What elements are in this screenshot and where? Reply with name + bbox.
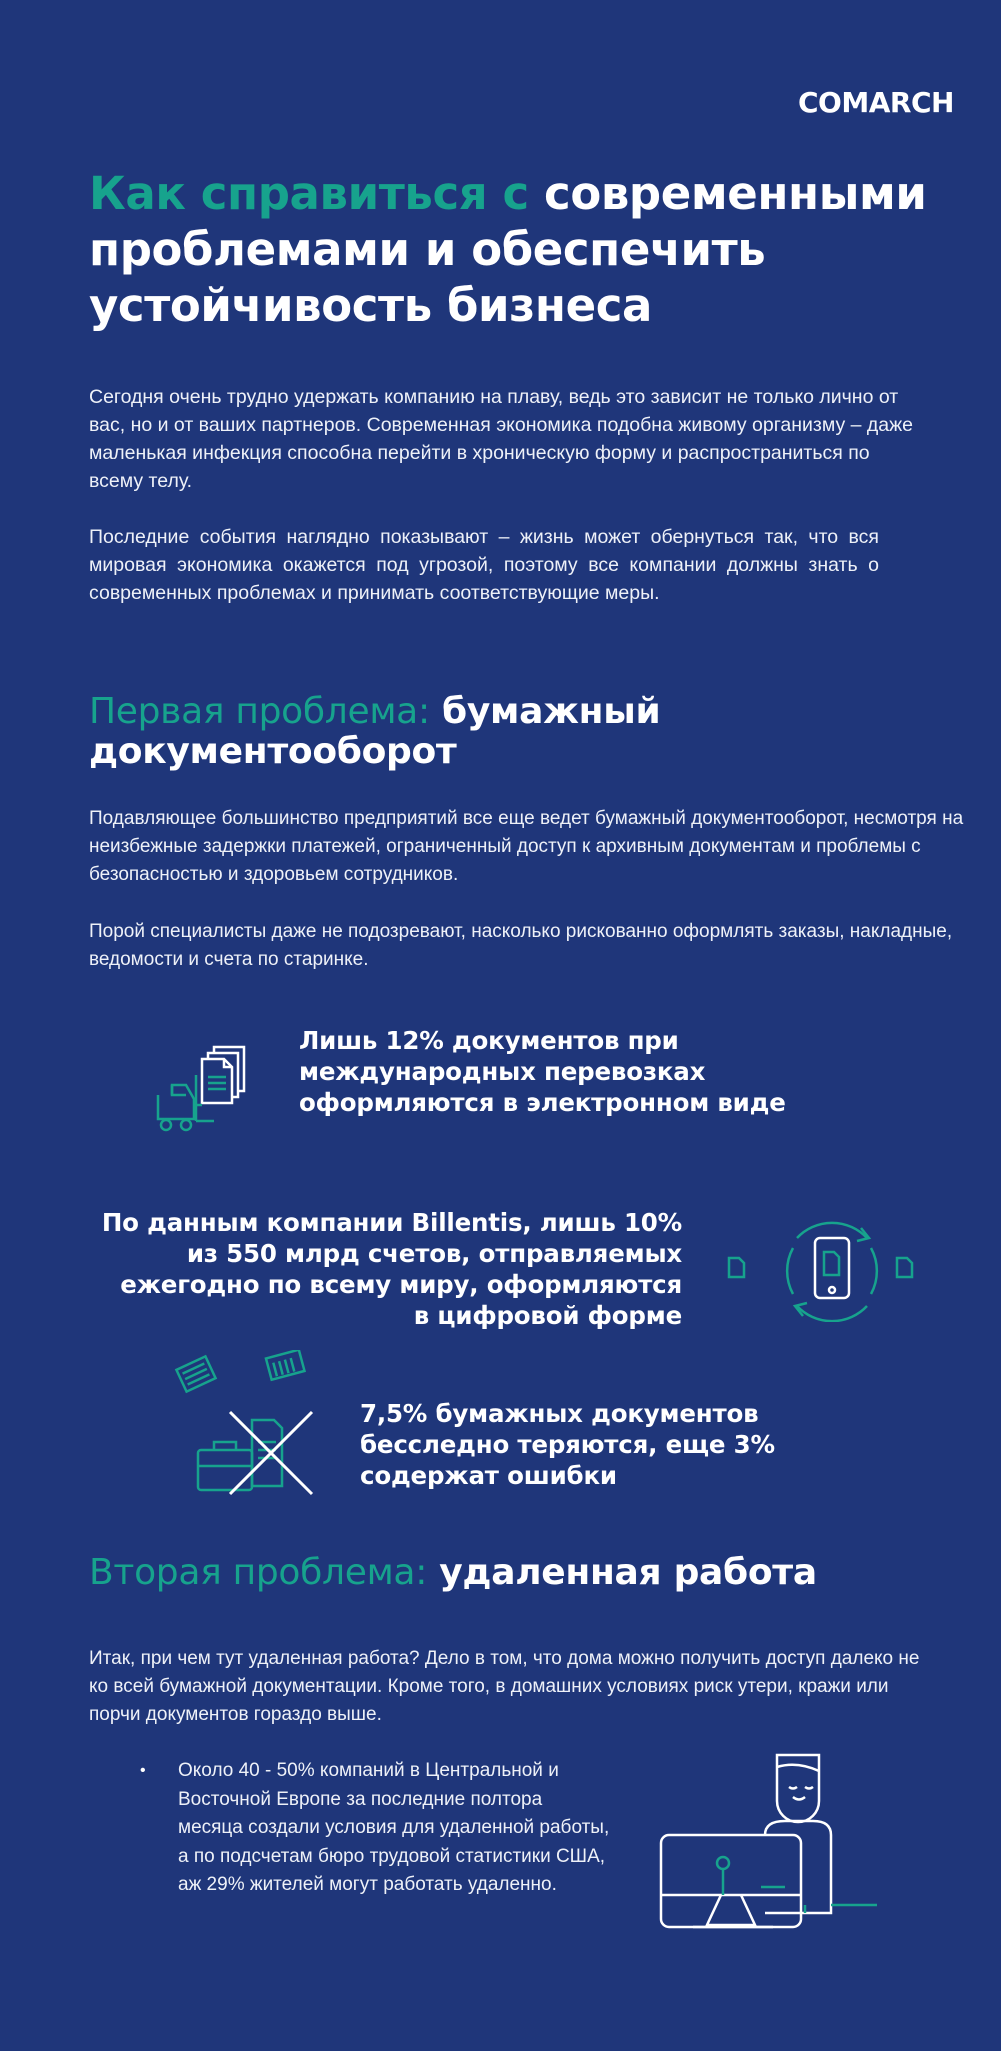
section-1-paragraph-1: Подавляющее большинство предприятий все еще ведет бумажный документооборот, несмотря на неизбежные задержки платежей, ограниченный доступ к архивным документам и проблемы с безопасностью и здоровьем сотрудников. xyxy=(89,808,964,885)
stat-2-line-4: в цифровой форме xyxy=(413,1301,682,1330)
bullet-text: Около 40 - 50% компаний в Центральной и Восточной Европе за последние полтора месяца создали условия для удаленной работы, а по подсчетам бюро трудовой статистики США, аж 29% жителей могут работать удаленно. xyxy=(178,1760,610,1895)
stat-2-line-2: из 550 млрд счетов, отправляемых xyxy=(186,1239,682,1268)
section-1-paragraph-2: Порой специалисты даже не подозревают, насколько рискованно оформлять заказы, накладные, ведомости и счета по старинке. xyxy=(89,921,953,970)
stat-1-line-2: международных перевозках xyxy=(299,1057,706,1086)
intro-paragraph-2: Последние события наглядно показывают – жизнь может обернуться так, что вся мировая экономика окажется под угрозой, поэтому все компании должны знать о современных проблемах и принимать соответствующие меры. xyxy=(89,526,879,604)
stat-2-line-3: ежегодно по всему миру, оформляются xyxy=(120,1270,682,1299)
comarch-logo: COMARCH xyxy=(798,86,954,119)
stat-2-text xyxy=(70,1207,682,1331)
section-2-heading xyxy=(89,1553,969,1593)
section-2-heading-bold: удаленная работа xyxy=(439,1552,817,1593)
stat-3-text xyxy=(360,1398,775,1491)
bullet-marker: • xyxy=(140,1762,146,1779)
page-title xyxy=(89,166,969,334)
phone-sync-documents-icon xyxy=(725,1218,920,1322)
remote-worker-computer-icon xyxy=(655,1745,880,1930)
stat-1-text xyxy=(299,1025,786,1118)
stat-3-line-1: 7,5% бумажных документов xyxy=(360,1399,759,1428)
stat-2-line-1: По данным компании Billentis, лишь 10% xyxy=(101,1208,682,1237)
stat-3-line-2: бесследно теряются, еще 3% xyxy=(360,1430,775,1459)
list-item xyxy=(140,1757,610,1900)
forklift-documents-icon xyxy=(152,1045,262,1133)
page-title-rest: современными проблемами и обеспечить устойчивость бизнеса xyxy=(89,167,927,332)
stat-3-line-3: содержат ошибки xyxy=(360,1461,617,1490)
section-1-heading-bold-1: бумажный xyxy=(442,691,661,732)
page-title-accent: Как справиться с xyxy=(89,167,529,220)
section-2-paragraph-1: Итак, при чем тут удаленная работа? Дело в том, что дома можно получить доступ далеко не ко всей бумажной документации. Кроме того, в домашних условиях риск утери, кражи или порчи документов гораздо выше. xyxy=(89,1648,920,1725)
section-1-heading-light: Первая проблема: xyxy=(89,691,430,732)
section-2-bullet-list xyxy=(140,1757,610,1900)
section-2-heading-light: Вторая проблема: xyxy=(89,1552,428,1593)
stat-1-line-1: Лишь 12% документов при xyxy=(299,1026,679,1055)
section-1-heading-bold-2: документооборот xyxy=(89,731,457,772)
intro-paragraph-1: Сегодня очень трудно удержать компанию на плаву, ведь это зависит не только лично от вас, но и от ваших партнеров. Современная экономика подобна живому организму – даже маленькая инфекция способна перейти в хроническую форму и распространиться по всему телу. xyxy=(89,386,913,492)
lost-documents-icon xyxy=(168,1350,318,1498)
stat-1-line-3: оформляются в электронном виде xyxy=(299,1088,786,1117)
section-1-heading xyxy=(89,692,969,772)
